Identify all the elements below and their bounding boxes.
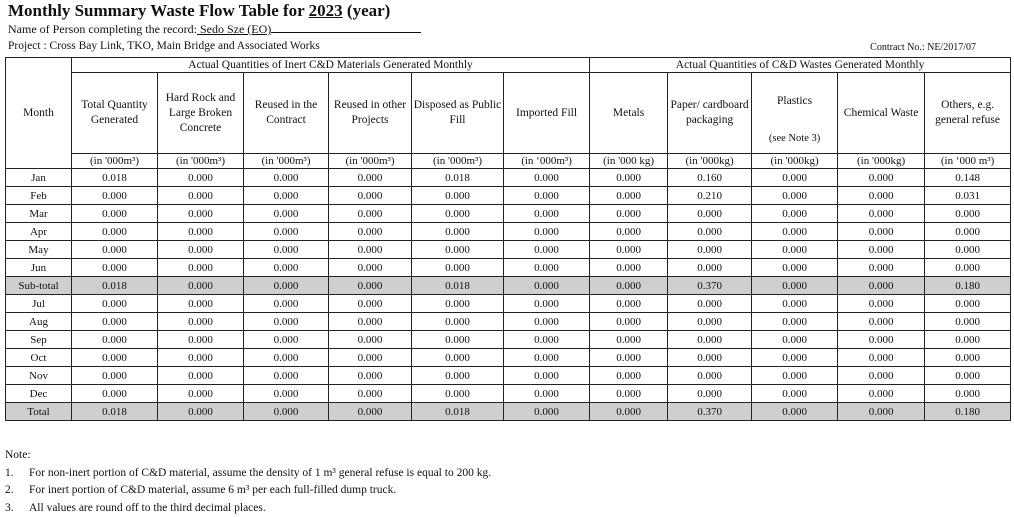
person-name: Sedo Sze (EO) — [197, 22, 271, 36]
unit-label: (in '000m³) — [72, 154, 158, 169]
value-cell: 0.000 — [158, 385, 244, 403]
value-cell: 0.000 — [925, 241, 1011, 259]
value-cell: 0.000 — [752, 367, 838, 385]
value-cell: 0.000 — [329, 295, 412, 313]
value-cell: 0.000 — [838, 349, 925, 367]
value-cell: 0.000 — [838, 259, 925, 277]
value-cell: 0.000 — [72, 223, 158, 241]
value-cell: 0.000 — [412, 367, 504, 385]
value-cell: 0.000 — [925, 295, 1011, 313]
value-cell: 0.000 — [329, 349, 412, 367]
value-cell: 0.000 — [504, 259, 590, 277]
unit-label: (in '000kg) — [752, 154, 838, 169]
value-cell: 0.000 — [504, 169, 590, 187]
table-row — [6, 295, 1011, 313]
value-cell: 0.000 — [590, 169, 668, 187]
value-cell: 0.000 — [590, 367, 668, 385]
value-cell: 0.000 — [838, 295, 925, 313]
value-cell: 0.000 — [72, 187, 158, 205]
month-cell: Sep — [6, 331, 72, 349]
value-cell: 0.000 — [838, 277, 925, 295]
value-cell: 0.000 — [244, 331, 329, 349]
value-cell: 0.000 — [925, 331, 1011, 349]
value-cell: 0.000 — [590, 385, 668, 403]
value-cell: 0.160 — [668, 169, 752, 187]
value-cell: 0.000 — [925, 367, 1011, 385]
notes-section — [5, 447, 491, 517]
value-cell: 0.000 — [158, 403, 244, 421]
value-cell: 0.000 — [668, 223, 752, 241]
unit-label: (in '000m³) — [244, 154, 329, 169]
value-cell: 0.000 — [504, 331, 590, 349]
value-cell: 0.000 — [158, 187, 244, 205]
project-name: Project : Cross Bay Link, TKO, Main Bridge and Associated Works — [8, 40, 320, 52]
column-label: Reused in the Contract — [244, 98, 328, 128]
month-cell: Mar — [6, 205, 72, 223]
value-cell: 0.000 — [412, 241, 504, 259]
contract-number: Contract No.: NE/2017/07 — [870, 42, 976, 53]
unit-label: (in '000 kg) — [590, 154, 668, 169]
value-cell: 0.000 — [838, 367, 925, 385]
value-cell: 0.000 — [504, 277, 590, 295]
value-cell: 0.000 — [925, 349, 1011, 367]
value-cell: 0.000 — [590, 295, 668, 313]
column-header — [158, 73, 244, 154]
wastes-group-header: Actual Quantities of C&D Wastes Generated Monthly — [590, 58, 1011, 73]
unit-label: (in ‘000m³) — [504, 154, 590, 169]
value-cell: 0.000 — [244, 403, 329, 421]
value-cell: 0.000 — [329, 313, 412, 331]
waste-flow-table — [5, 57, 1011, 421]
value-cell: 0.000 — [504, 205, 590, 223]
value-cell: 0.000 — [158, 259, 244, 277]
value-cell: 0.000 — [329, 403, 412, 421]
value-cell: 0.000 — [752, 313, 838, 331]
value-cell: 0.000 — [925, 313, 1011, 331]
value-cell: 0.000 — [158, 241, 244, 259]
value-cell: 0.018 — [72, 277, 158, 295]
value-cell: 0.000 — [244, 367, 329, 385]
month-cell: Jun — [6, 259, 72, 277]
column-header — [752, 73, 838, 154]
value-cell: 0.000 — [412, 313, 504, 331]
value-cell: 0.000 — [504, 241, 590, 259]
value-cell: 0.000 — [72, 331, 158, 349]
month-cell: Sub-total — [6, 277, 72, 295]
value-cell: 0.000 — [244, 169, 329, 187]
value-cell: 0.000 — [838, 241, 925, 259]
page-title: Monthly Summary Waste Flow Table for 2023 (year) — [8, 1, 390, 21]
value-cell: 0.000 — [244, 349, 329, 367]
value-cell: 0.000 — [158, 205, 244, 223]
value-cell: 0.000 — [158, 313, 244, 331]
value-cell: 0.000 — [504, 349, 590, 367]
table-row — [6, 259, 1011, 277]
value-cell: 0.000 — [590, 403, 668, 421]
value-cell: 0.000 — [590, 331, 668, 349]
month-cell: Aug — [6, 313, 72, 331]
notes-heading: Note: — [5, 447, 491, 465]
value-cell: 0.000 — [752, 403, 838, 421]
value-cell: 0.000 — [668, 367, 752, 385]
column-label: Paper/ cardboard packaging — [668, 98, 751, 128]
value-cell: 0.000 — [838, 403, 925, 421]
value-cell: 0.000 — [752, 223, 838, 241]
table-row — [6, 169, 1011, 187]
value-cell: 0.000 — [158, 349, 244, 367]
value-cell: 0.370 — [668, 277, 752, 295]
unit-label: (in ‘000 m³) — [925, 154, 1011, 169]
note-item-3: 3. All values are round off to the third decimal places. — [5, 500, 491, 517]
value-cell: 0.000 — [244, 187, 329, 205]
value-cell: 0.000 — [838, 313, 925, 331]
value-cell: 0.000 — [329, 187, 412, 205]
value-cell: 0.000 — [72, 295, 158, 313]
value-cell: 0.370 — [668, 403, 752, 421]
value-cell: 0.000 — [838, 331, 925, 349]
month-cell: Feb — [6, 187, 72, 205]
value-cell: 0.000 — [412, 295, 504, 313]
value-cell: 0.000 — [158, 277, 244, 295]
value-cell: 0.000 — [668, 259, 752, 277]
value-cell: 0.000 — [72, 205, 158, 223]
value-cell: 0.000 — [838, 187, 925, 205]
value-cell: 0.000 — [590, 277, 668, 295]
value-cell: 0.000 — [590, 205, 668, 223]
value-cell: 0.210 — [668, 187, 752, 205]
unit-label: (in '000m³) — [329, 154, 412, 169]
table-row — [6, 367, 1011, 385]
column-label: Total Quantity Generated — [72, 98, 157, 128]
month-cell: May — [6, 241, 72, 259]
value-cell: 0.000 — [329, 277, 412, 295]
value-cell: 0.000 — [752, 349, 838, 367]
month-cell: Jan — [6, 169, 72, 187]
value-cell: 0.000 — [752, 169, 838, 187]
value-cell: 0.018 — [412, 169, 504, 187]
table-row — [6, 223, 1011, 241]
value-cell: 0.000 — [668, 349, 752, 367]
value-cell: 0.000 — [752, 241, 838, 259]
column-header — [412, 73, 504, 154]
value-cell: 0.000 — [412, 385, 504, 403]
value-cell: 0.000 — [72, 385, 158, 403]
value-cell: 0.000 — [244, 259, 329, 277]
value-cell: 0.018 — [412, 403, 504, 421]
value-cell: 0.000 — [668, 241, 752, 259]
column-header — [504, 73, 590, 154]
unit-label: (in '000kg) — [838, 154, 925, 169]
value-cell: 0.000 — [412, 187, 504, 205]
summary-row — [6, 277, 1011, 295]
value-cell: 0.031 — [925, 187, 1011, 205]
value-cell: 0.000 — [72, 367, 158, 385]
column-header — [668, 73, 752, 154]
value-cell: 0.000 — [244, 295, 329, 313]
column-header — [244, 73, 329, 154]
column-header — [590, 73, 668, 154]
value-cell: 0.180 — [925, 277, 1011, 295]
table-row — [6, 187, 1011, 205]
value-cell: 0.000 — [244, 313, 329, 331]
column-label: Others, e.g. general refuse — [925, 98, 1010, 128]
value-cell: 0.180 — [925, 403, 1011, 421]
value-cell: 0.000 — [752, 295, 838, 313]
value-cell: 0.000 — [668, 331, 752, 349]
value-cell: 0.000 — [752, 205, 838, 223]
table-row — [6, 241, 1011, 259]
value-cell: 0.000 — [412, 205, 504, 223]
table-row — [6, 205, 1011, 223]
value-cell: 0.000 — [244, 241, 329, 259]
value-cell: 0.000 — [752, 277, 838, 295]
value-cell: 0.000 — [504, 295, 590, 313]
value-cell: 0.000 — [590, 349, 668, 367]
note-item-2: 2. For inert portion of C&D material, assume 6 m³ per each full-filled dump truck. — [5, 482, 491, 500]
column-label: Metals — [590, 106, 667, 121]
month-cell: Jul — [6, 295, 72, 313]
month-cell: Apr — [6, 223, 72, 241]
value-cell: 0.000 — [329, 223, 412, 241]
value-cell: 0.000 — [838, 205, 925, 223]
value-cell: 0.000 — [329, 331, 412, 349]
value-cell: 0.000 — [329, 205, 412, 223]
month-cell: Oct — [6, 349, 72, 367]
value-cell: 0.000 — [329, 259, 412, 277]
table-row — [6, 385, 1011, 403]
value-cell: 0.018 — [412, 277, 504, 295]
value-cell: 0.000 — [504, 367, 590, 385]
value-cell: 0.000 — [590, 187, 668, 205]
value-cell: 0.000 — [504, 313, 590, 331]
person-completing-record: Name of Person completing the record: Sedo Sze (EO) — [8, 22, 421, 37]
value-cell: 0.000 — [925, 205, 1011, 223]
value-cell: 0.000 — [925, 223, 1011, 241]
month-header: Month — [6, 58, 72, 169]
month-cell: Total — [6, 403, 72, 421]
value-cell: 0.000 — [838, 385, 925, 403]
value-cell: 0.148 — [925, 169, 1011, 187]
summary-row — [6, 403, 1011, 421]
value-cell: 0.000 — [925, 259, 1011, 277]
value-cell: 0.000 — [752, 187, 838, 205]
value-cell: 0.000 — [329, 169, 412, 187]
column-note: (see Note 3) — [752, 131, 837, 146]
column-label: Disposed as Public Fill — [412, 98, 503, 128]
value-cell: 0.000 — [668, 295, 752, 313]
value-cell: 0.000 — [668, 313, 752, 331]
column-label: Plastics — [752, 94, 837, 109]
table-row — [6, 331, 1011, 349]
value-cell: 0.000 — [158, 169, 244, 187]
value-cell: 0.000 — [925, 385, 1011, 403]
unit-label: (in '000kg) — [668, 154, 752, 169]
value-cell: 0.000 — [752, 259, 838, 277]
note-item-1: 1. For non-inert portion of C&D material, assume the density of 1 m³ general refuse is equal to 200 kg. — [5, 465, 491, 483]
value-cell: 0.000 — [244, 205, 329, 223]
value-cell: 0.000 — [244, 277, 329, 295]
column-header — [925, 73, 1011, 154]
value-cell: 0.000 — [668, 385, 752, 403]
value-cell: 0.000 — [72, 313, 158, 331]
table-row — [6, 349, 1011, 367]
column-label: Hard Rock and Large Broken Concrete — [158, 91, 243, 136]
column-header — [329, 73, 412, 154]
value-cell: 0.000 — [412, 223, 504, 241]
value-cell: 0.018 — [72, 169, 158, 187]
value-cell: 0.000 — [244, 223, 329, 241]
value-cell: 0.000 — [329, 385, 412, 403]
report-year: 2023 — [309, 1, 343, 20]
column-header — [72, 73, 158, 154]
value-cell: 0.018 — [72, 403, 158, 421]
value-cell: 0.000 — [838, 169, 925, 187]
value-cell: 0.000 — [590, 223, 668, 241]
month-cell: Nov — [6, 367, 72, 385]
value-cell: 0.000 — [590, 313, 668, 331]
column-header — [838, 73, 925, 154]
table-row — [6, 313, 1011, 331]
value-cell: 0.000 — [504, 223, 590, 241]
value-cell: 0.000 — [504, 403, 590, 421]
value-cell: 0.000 — [504, 187, 590, 205]
value-cell: 0.000 — [329, 367, 412, 385]
column-label: Imported Fill — [504, 106, 589, 121]
value-cell: 0.000 — [838, 223, 925, 241]
value-cell: 0.000 — [504, 385, 590, 403]
value-cell: 0.000 — [72, 259, 158, 277]
unit-label: (in '000m³) — [158, 154, 244, 169]
underline-blank — [271, 32, 421, 33]
column-label: Reused in other Projects — [329, 98, 411, 128]
value-cell: 0.000 — [590, 259, 668, 277]
unit-label: (in '000m³) — [412, 154, 504, 169]
value-cell: 0.000 — [412, 349, 504, 367]
value-cell: 0.000 — [72, 241, 158, 259]
value-cell: 0.000 — [158, 223, 244, 241]
column-label: Chemical Waste — [838, 106, 924, 121]
value-cell: 0.000 — [412, 331, 504, 349]
value-cell: 0.000 — [158, 295, 244, 313]
value-cell: 0.000 — [244, 385, 329, 403]
value-cell: 0.000 — [158, 367, 244, 385]
month-cell: Dec — [6, 385, 72, 403]
value-cell: 0.000 — [72, 349, 158, 367]
value-cell: 0.000 — [590, 241, 668, 259]
value-cell: 0.000 — [329, 241, 412, 259]
value-cell: 0.000 — [752, 331, 838, 349]
value-cell: 0.000 — [668, 205, 752, 223]
value-cell: 0.000 — [752, 385, 838, 403]
value-cell: 0.000 — [158, 331, 244, 349]
inert-group-header: Actual Quantities of Inert C&D Materials Generated Monthly — [72, 58, 590, 73]
value-cell: 0.000 — [412, 259, 504, 277]
